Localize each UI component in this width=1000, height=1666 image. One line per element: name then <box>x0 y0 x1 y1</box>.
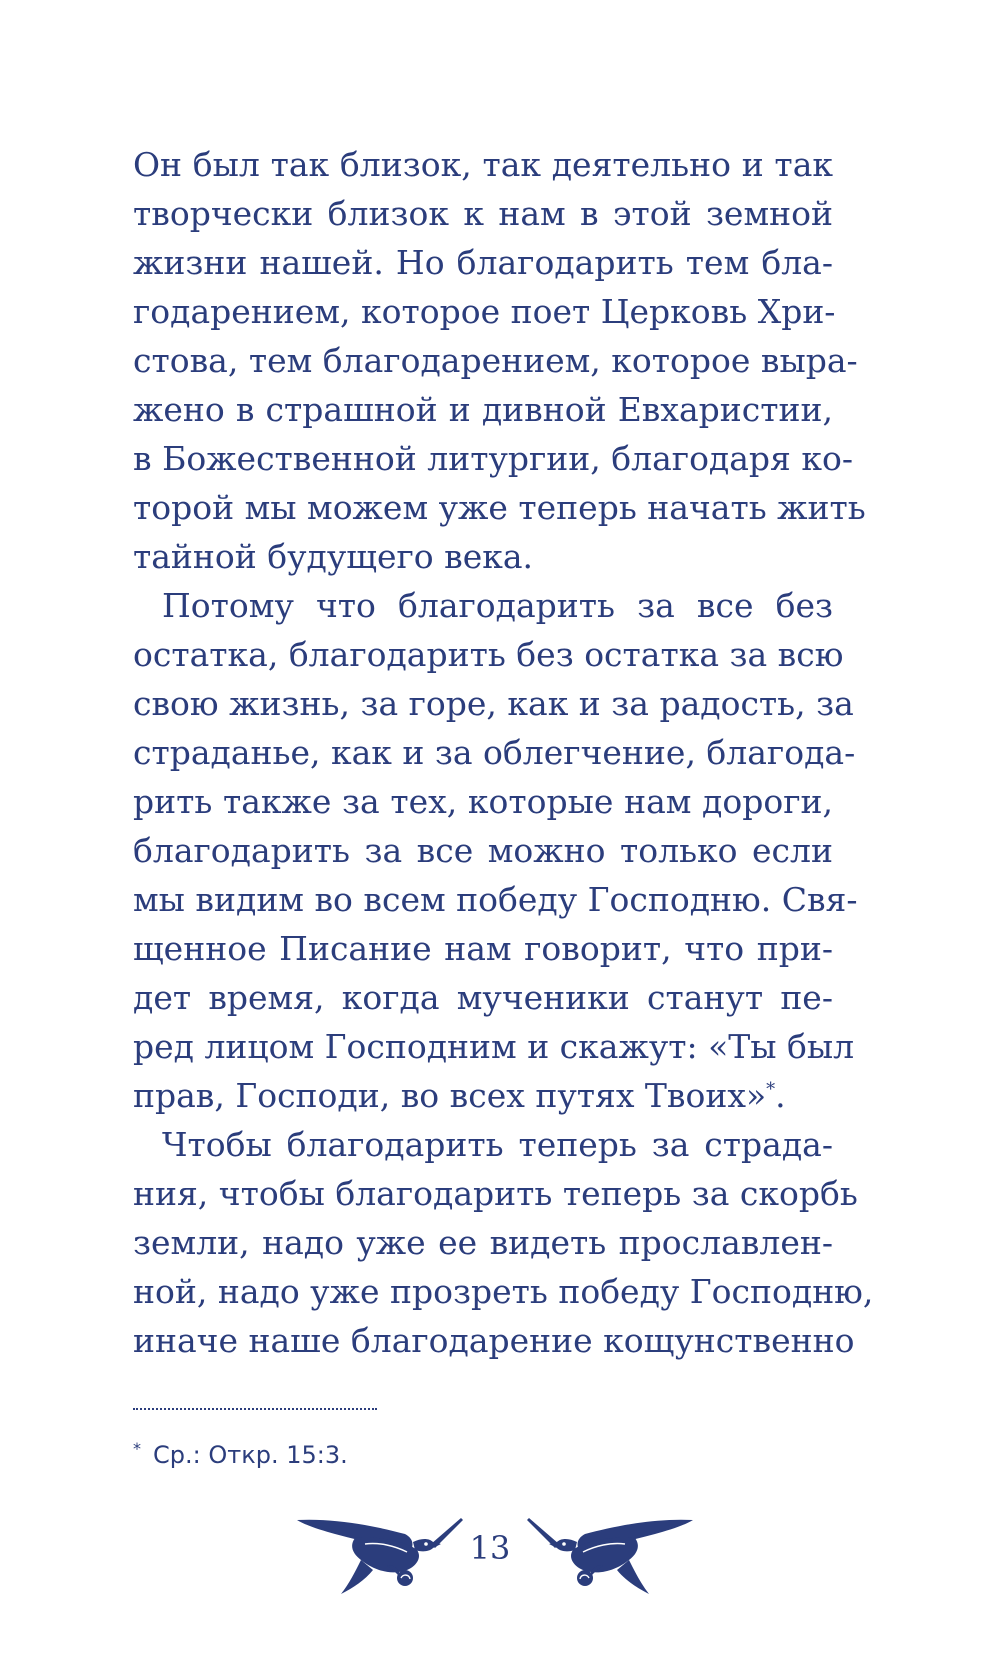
text-line: жено в страшной и дивной Евхаристии, <box>133 390 833 429</box>
text-line: рить также за тех, которые нам дороги, <box>133 782 833 821</box>
text-line: годарением, которое поет Церковь Хри- <box>133 292 836 331</box>
bird-with-rose-icon <box>525 1508 695 1598</box>
text-line: земли, надо уже ее видеть прославлен- <box>133 1223 833 1262</box>
text-line: торой мы можем уже теперь начать жить <box>133 488 866 527</box>
text-line: остатка, благодарить без остатка за всю <box>133 635 844 674</box>
text-line: Потому что благодарить за все без <box>162 586 833 625</box>
text-line: в Божественной литургии, благодаря ко- <box>133 439 854 478</box>
text-line: страданье, как и за облегчение, благода- <box>133 733 856 772</box>
text-line-with-footnote <box>133 1071 833 1120</box>
page-footer <box>0 1508 1000 1598</box>
footnote-reference[interactable]: * <box>766 1079 776 1100</box>
text-line: иначе наше благодарение кощунственно <box>133 1321 855 1360</box>
footnote-divider <box>133 1408 377 1410</box>
text-line: мы видим во всем победу Господню. Свя- <box>133 880 858 919</box>
text-line: щенное Писание нам говорит, что при- <box>133 929 833 968</box>
body-text <box>133 140 874 1365</box>
page-number: 13 <box>469 1529 511 1567</box>
text-line: дет время, когда мученики станут пе- <box>133 978 833 1017</box>
text-line: Чтобы благодарить теперь за страда- <box>162 1125 833 1164</box>
text-line: ния, чтобы благодарить теперь за скорбь <box>133 1174 858 1213</box>
text-line: творчески близок к нам в этой земной <box>133 194 833 233</box>
text-line: благодарить за все можно только если <box>133 831 833 870</box>
text-line: ред лицом Господним и скажут: «Ты был <box>133 1027 855 1066</box>
text-line: свою жизнь, за горе, как и за радость, за <box>133 684 854 723</box>
text-line: Он был так близок, так деятельно и так <box>133 145 833 184</box>
footnote-text: Ср.: Откр. 15:3. <box>153 1441 348 1469</box>
text-line: ной, надо уже прозреть победу Господню, <box>133 1272 874 1311</box>
footnote-mark: * <box>133 1439 141 1458</box>
text-line-content: прав, Господи, во всех путях Твоих» <box>133 1076 767 1115</box>
text-line: тайной будущего века. <box>133 537 534 576</box>
footnote <box>133 1440 348 1470</box>
text-line: стова, тем благодарением, которое выра- <box>133 341 858 380</box>
line-end-period: . <box>775 1076 786 1115</box>
text-line: жизни нашей. Но благодарить тем бла- <box>133 243 833 282</box>
